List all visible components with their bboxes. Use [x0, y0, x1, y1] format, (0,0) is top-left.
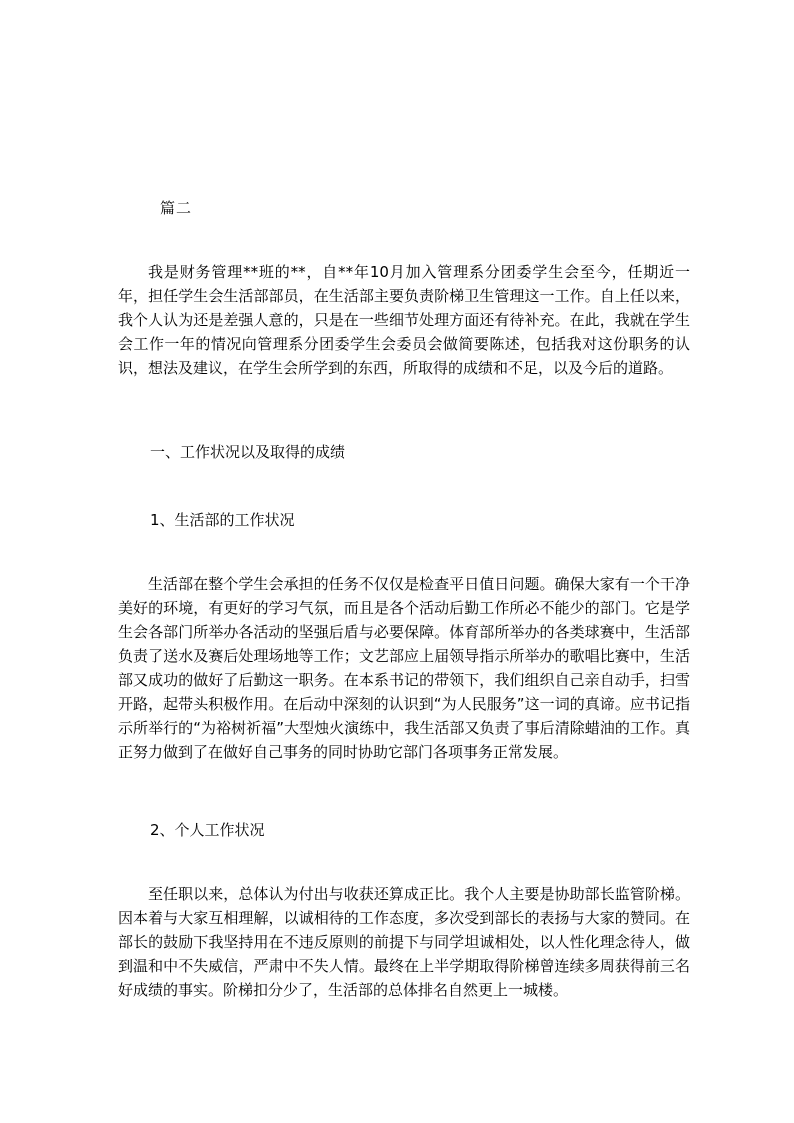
subsection-heading-1: 1、生活部的工作状况 [150, 511, 295, 529]
subsection-body-2: 至任职以来，总体认为付出与收获还算成正比。我个人主要是协助部长监管阶梯。因本着与大家互相理解，以诚相待的工作态度，多次受到部长的表扬与大家的赞同。在部长的鼓励下我坚持用在不违反原则的前提下与同学坦诚相处，以人性化理念待人，做到温和中不失威信，严肃中不失人情。最终在上半学期取得阶梯曾连续多周获得前三名好成绩的事实。阶梯扣分少了，生活部的总体排名自然更上一城楼。 [118, 885, 690, 999]
section-heading: 一、工作状况以及取得的成绩 [150, 443, 346, 461]
subsection-body-1: 生活部在整个学生会承担的任务不仅仅是检查平日值日问题。确保大家有一个干净美好的环境，有更好的学习气氛，而且是各个活动后勤工作所必不能少的部门。它是学生会各部门所举办各活动的坚强后盾与必要保障。体育部所举办的各类球赛中，生活部负责了送水及赛后处理场地等工作；文艺部应上届领导指示所举办的歌唱比赛中，生活部又成功的做好了后勤这一职务。在本系书记的带领下，我们组织自己亲自动手，扫雪开路，起带头积极作用。在后动中深刻的认识到“为人民服务”这一词的真谛。应书记指示所举行的“为裕树祈福”大型烛火演练中，我生活部又负责了事后清除蜡油的工作。真正努力做到了在做好自己事务的同时协助它部门各项事务正常发展。 [118, 575, 690, 761]
document-title: 篇二 [160, 199, 193, 217]
intro-paragraph: 我是财务管理**班的**，自**年10月加入管理系分团委学生会至今，任期近一年，担任学生会生活部部员，在生活部主要负责阶梯卫生管理这一工作。自上任以来，我个人认为还是差强人意的，只是在一些细节处理方面还有待补充。在此，我就在学生会工作一年的情况向管理系分团委学生会委员会做简要陈述，包括我对这份职务的认识，想法及建议，在学生会所学到的东西，所取得的成绩和不足，以及今后的道路。 [118, 263, 690, 377]
subsection-heading-2: 2、个人工作状况 [150, 821, 265, 839]
